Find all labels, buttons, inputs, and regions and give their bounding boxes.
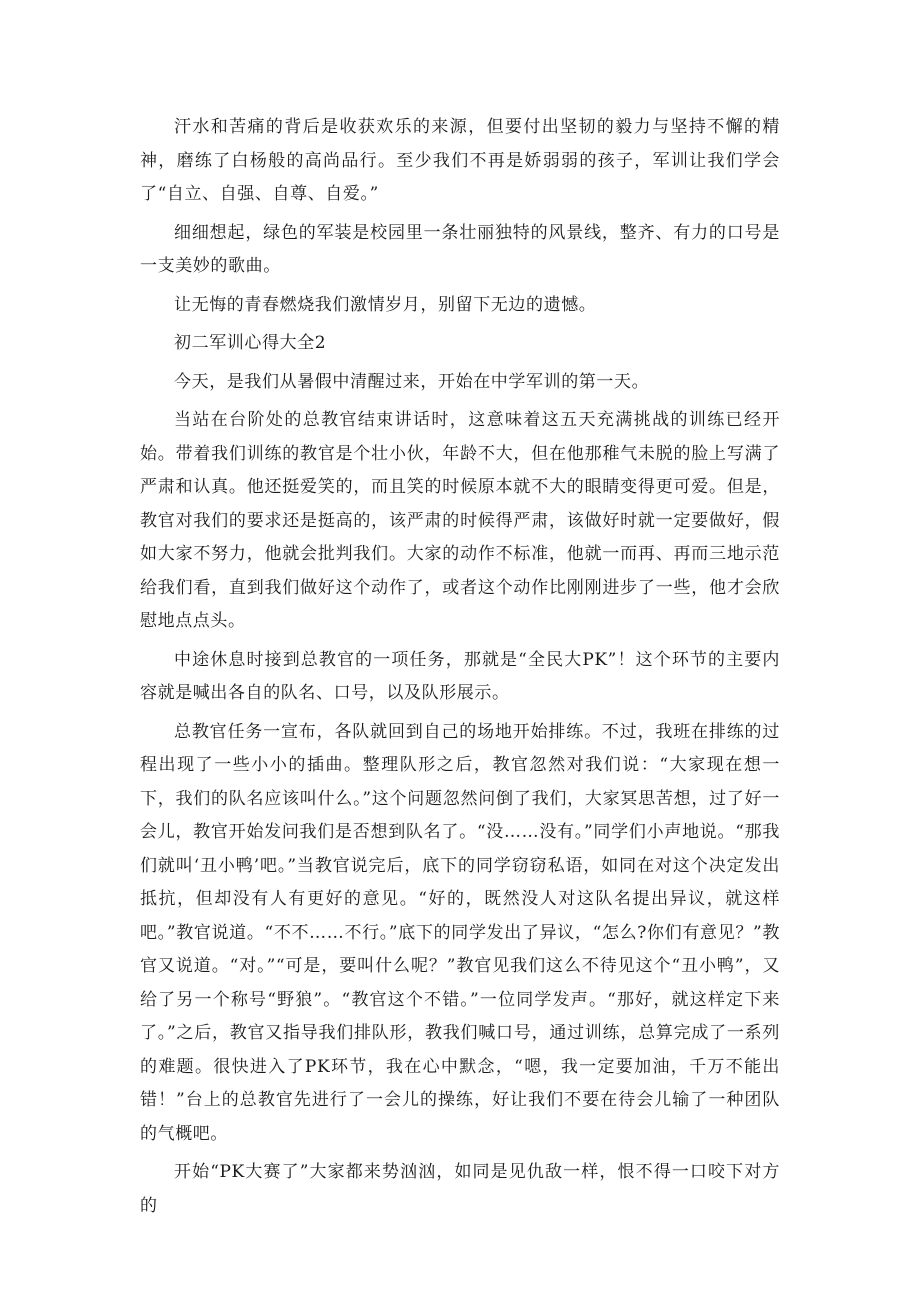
paragraph: 细细想起，绿色的军装是校园里一条壮丽独特的风景线，整齐、有力的口号是一支美妙的歌曲。 (140, 222, 780, 276)
paragraph: 今天，是我们从暑假中清醒过来，开始在中学军训的第一天。 (174, 371, 650, 392)
paragraph: 中途休息时接到总教官的一项任务，那就是“全民大PK”！这个环节的主要内容就是喊出各自的队名、口号，以及队形展示。 (140, 649, 780, 703)
paragraph: 当站在台阶处的总教官结束讲话时，这意味着这五天充满挑战的训练已经开始。带着我们训练的教官是个壮小伙，年龄不大，但在他那稚气未脱的脸上写满了严肃和认真。他还挺爱笑的，而且笑的时候原本就不大的眼睛变得更可爱。但是，教官对我们的要求还是挺高的，该严肃的时候得严肃，该做好时就一定要做好，假如大家不努力，他就会批判我们。大家的动作不标准，他就一而再、再而三地示范给我们看，直到我们做好这个动作了，或者这个动作比刚刚进步了一些，他才会欣慰地点点头。 (140, 410, 780, 631)
paragraph: 开始“PK大赛了”大家都来势汹汹，如同是见仇敌一样，恨不得一口咬下对方的 (140, 1162, 780, 1216)
section-heading: 初二军训心得大全2 (174, 333, 327, 353)
paragraph: 总教官任务一宣布，各队就回到自己的场地开始排练。不过，我班在排练的过程出现了一些小小的插曲。整理队形之后，教官忽然对我们说：“大家现在想一下，我们的队名应该叫什么。”这个问题忽然问倒了我们，大家冥思苦想，过了好一会儿，教官开始发问我们是否想到队名了。“没……没有。”同学们小声地说。“那我们就叫‘丑小鸭’吧。”当教官说完后，底下的同学窃窃私语，如同在对这个决定发出抵抗，但却没有人有更好的意见。“好的，既然没人对这队名提出异议，就这样吧。”教官说道。“不不……不行。”底下的同学发出了异议，“怎么?你们有意见？”教官又说道。“对。”“可是，要叫什么呢？”教官见我们这么不待见这个“丑小鸭”，又给了另一个称号“野狼”。“教官这个不错。”一位同学发声。“那好，就这样定下来了。”之后，教官又指导我们排队形，教我们喊口号，通过训练，总算完成了一系列的难题。很快进入了PK环节，我在心中默念，“嗯，我一定要加油，千万不能出错！”台上的总教官先进行了一会儿的操练，好让我们不要在待会儿输了一种团队的气概吧。 (140, 721, 780, 1144)
paragraph: 汗水和苦痛的背后是收获欢乐的来源，但要付出坚韧的毅力与坚持不懈的精神，磨练了白杨般的高尚品行。至少我们不再是娇弱弱的孩子，军训让我们学会了“自立、自强、自尊、自爱。” (140, 117, 780, 204)
paragraph: 让无悔的青春燃烧我们激情岁月，别留下无边的遗憾。 (174, 294, 597, 315)
document-body (140, 111, 780, 1228)
